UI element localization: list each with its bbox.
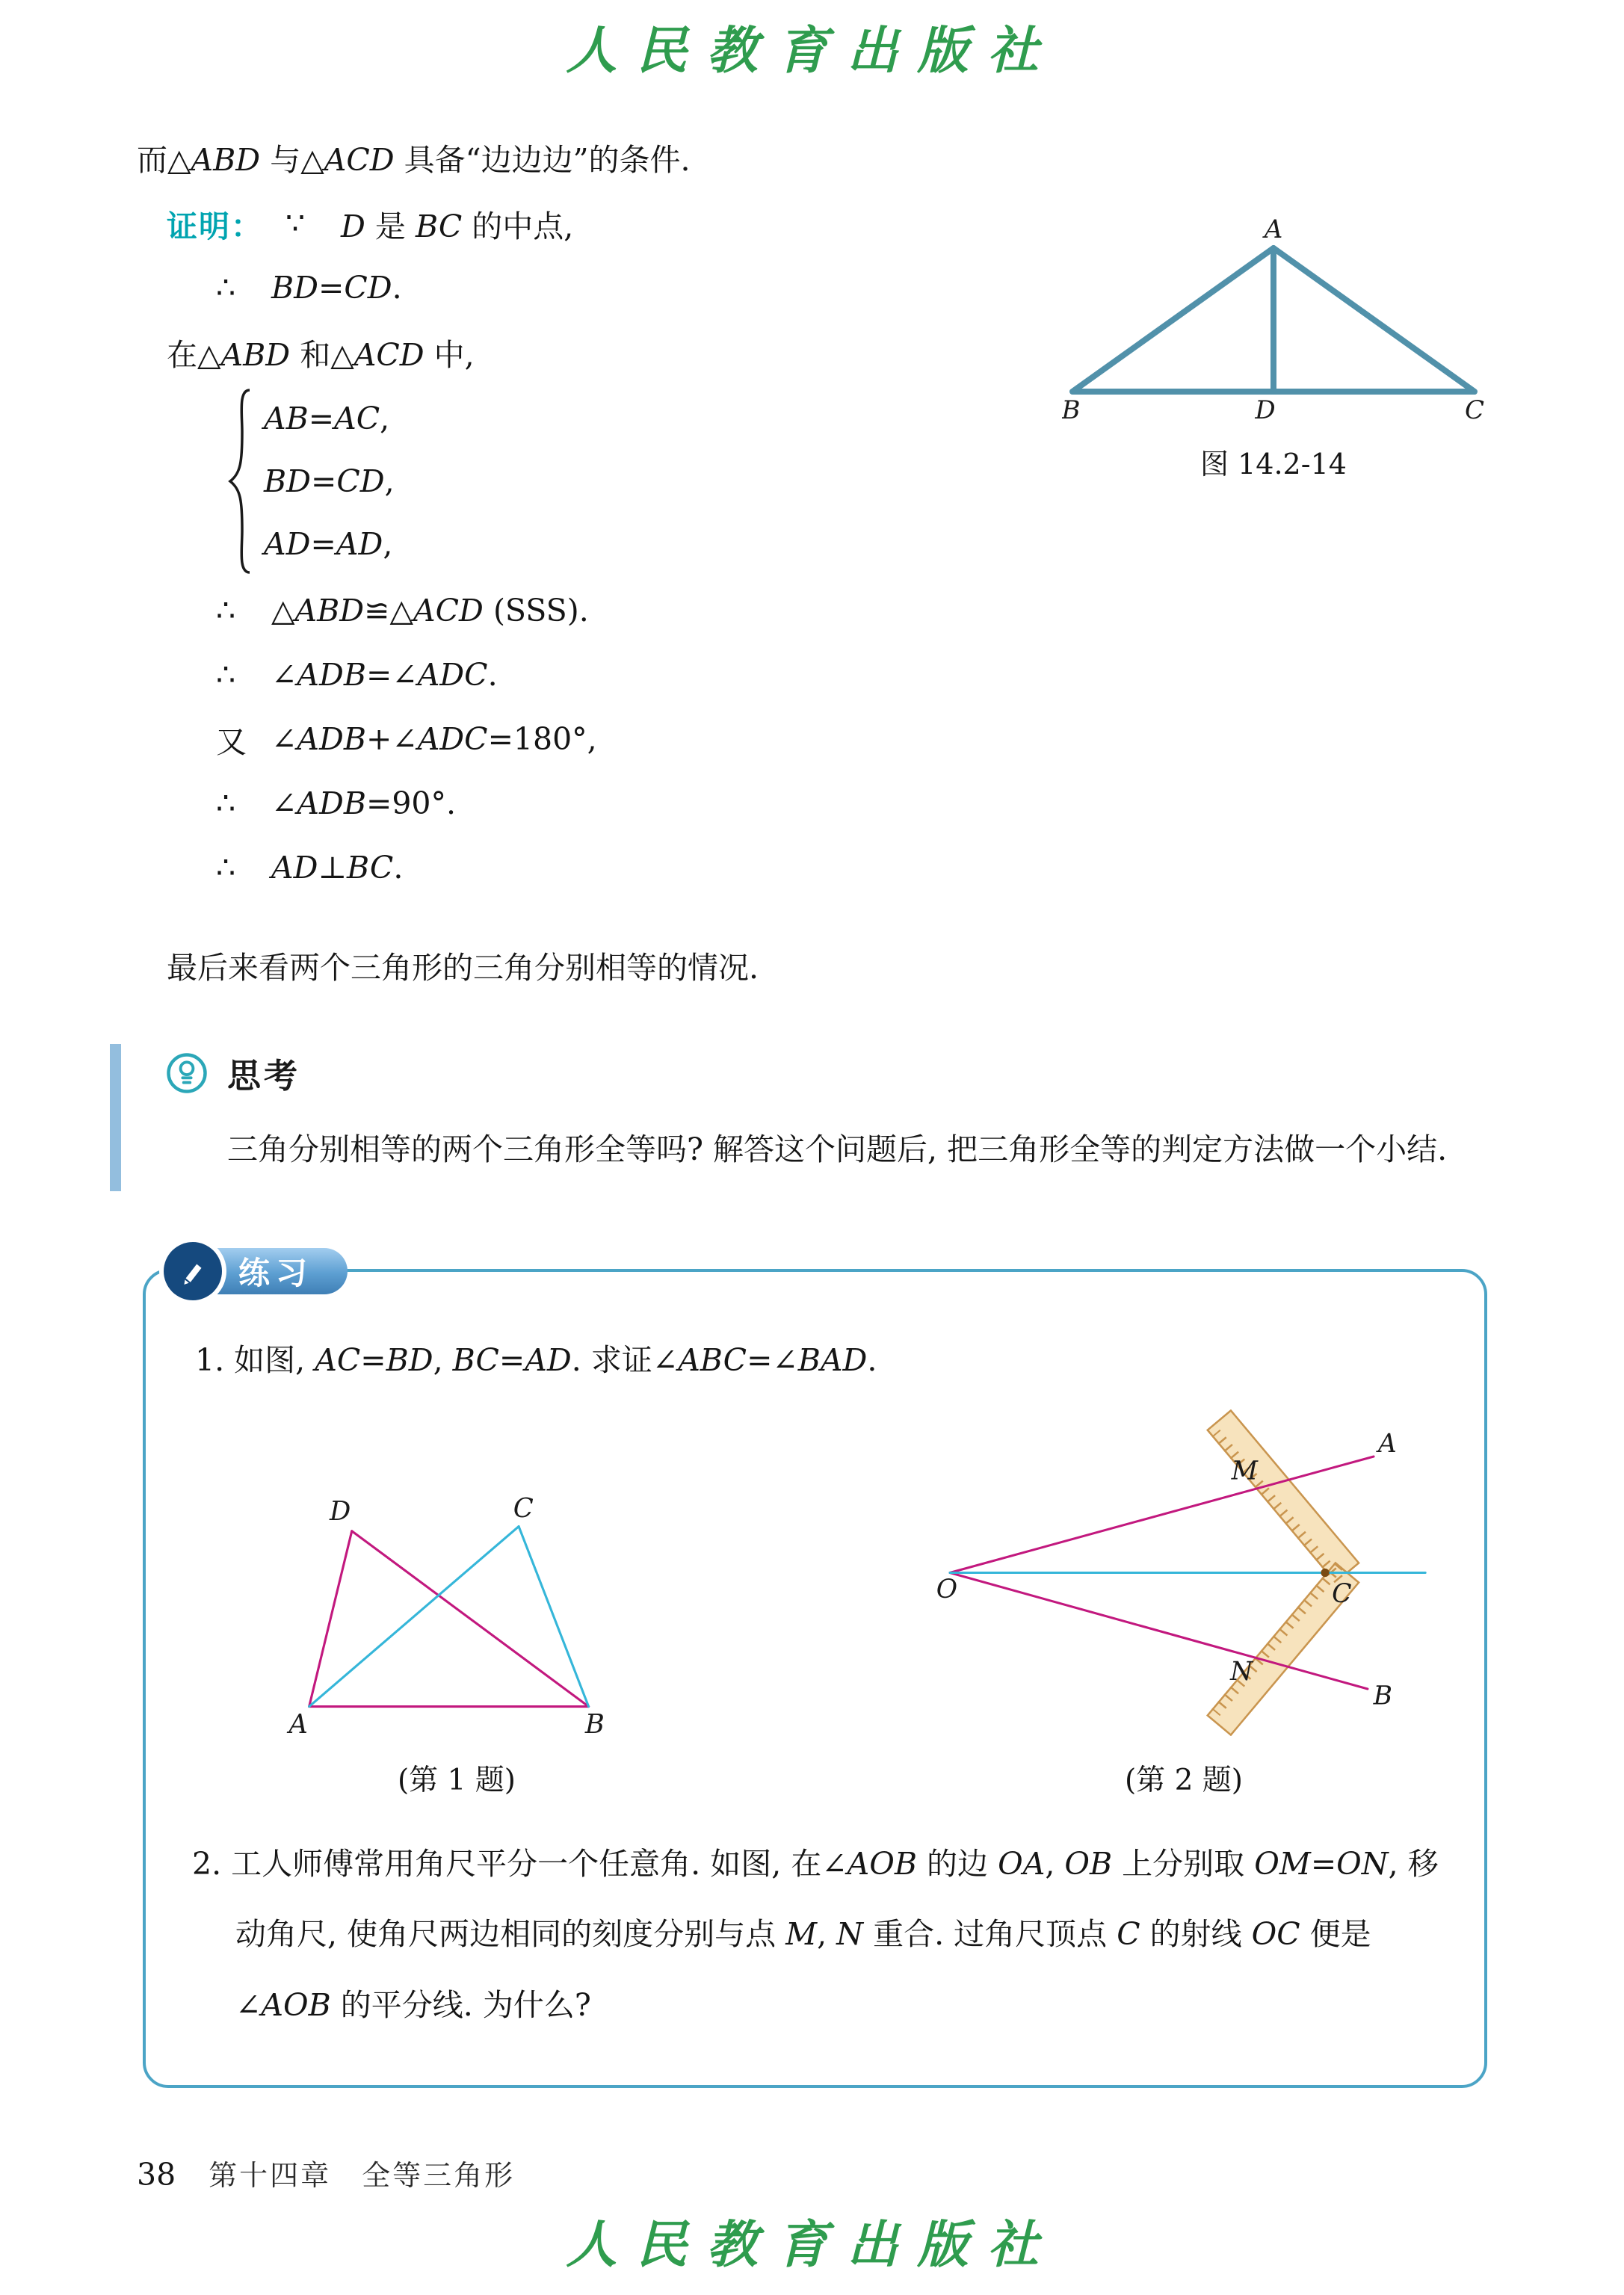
carpenter-square-figure [933, 1409, 1435, 1736]
fig1-label-d: D [330, 1496, 351, 1528]
exercise-figures-row [192, 1409, 1439, 1799]
figure-problem-1 [270, 1495, 643, 1799]
figure-1-caption: (第 1 题) [397, 1763, 516, 1797]
proof-text: BD=CD. [271, 270, 402, 306]
fig-label-b: B [1062, 395, 1081, 421]
intro-text: 而△ABD 与△ACD 具备“边边边”的条件. [137, 142, 691, 178]
fig2-label-n: N [1230, 1656, 1253, 1687]
page-number: 38 [137, 2157, 176, 2193]
proof-text: AD⊥BC. [271, 850, 404, 886]
exercise-question-2: 2. 工人师傅常用角尺平分一个任意角. 如图, 在∠AOB 的边 OA, OB 上分别取 OM=ON, 移动角尺, 使角尺两边相同的刻度分别与点 M, N 重合. 过角尺顶点 C 的射线 OC 便是∠AOB 的平分线. 为什么? [192, 1845, 1439, 2023]
figure-2-caption: (第 2 题) [1124, 1763, 1244, 1797]
exercise-tab [164, 1242, 348, 1300]
exercise-tab-label: 练习 [197, 1248, 348, 1294]
exercise-question-1: 1. 如图, AC=BD, BC=AD. 求证∠ABC=∠BAD. [195, 1342, 877, 1379]
exercise-box [143, 1255, 1487, 2088]
proof-line-7 [216, 771, 1487, 835]
proof-text: ∠ADB+∠ADC=180°, [271, 721, 597, 757]
proof-label: 证明： [167, 208, 263, 244]
think-box [110, 1044, 1487, 1191]
closing-text: 最后来看两个三角形的三角分别相等的情况. [167, 950, 759, 986]
equation-1: AB=AC, [264, 401, 390, 436]
chapter-footer: 第十四章 全等三角形 [209, 2159, 516, 2192]
fig-label-c: C [1464, 395, 1485, 421]
fig-label-a: A [1264, 218, 1283, 244]
fig-label-d: D [1255, 395, 1276, 421]
pencil-icon [164, 1242, 222, 1300]
fig2-label-c: C [1332, 1579, 1352, 1610]
ruler-ticks-upper [1216, 1433, 1339, 1579]
crossed-triangles-figure [270, 1495, 643, 1736]
fig1-label-a: A [288, 1708, 308, 1736]
figure-problem-2 [933, 1409, 1435, 1799]
figure-14-2-14 [1062, 218, 1485, 482]
therefore-symbol: ∴ [216, 850, 236, 886]
therefore-symbol: ∴ [216, 593, 236, 628]
equation-3: AD=AD, [264, 526, 393, 562]
fig2-label-m: M [1231, 1456, 1258, 1486]
also-symbol: 又 [216, 723, 247, 760]
therefore-symbol: ∴ [216, 270, 236, 306]
think-title: 思考 [227, 1056, 301, 1096]
page-footer [137, 2152, 515, 2193]
proof-line-5 [216, 643, 1487, 707]
fig1-label-b: B [584, 1708, 605, 1736]
proof-text: ∠ADB=∠ADC. [271, 657, 498, 693]
therefore-symbol: ∴ [216, 785, 236, 821]
think-header [166, 1048, 1487, 1097]
fig2-label-b: B [1373, 1681, 1392, 1711]
left-brace [226, 387, 255, 575]
segment-ad [309, 1531, 352, 1707]
because-symbol: ∵ [285, 206, 306, 241]
point-c-dot [1321, 1569, 1329, 1577]
proof-line-8 [216, 835, 1487, 900]
proof-text: 在△ABD 和△ACD 中, [167, 336, 475, 373]
proof-text: △ABD≌△ACD (SSS). [271, 593, 589, 628]
think-body: 三角分别相等的两个三角形全等吗? 解答这个问题后, 把三角形全等的判定方法做一个小结. [227, 1131, 1448, 1167]
publisher-logo-bottom: 人民教育出版社 [566, 2215, 1058, 2275]
publisher-logo-top: 人民教育出版社 [566, 21, 1058, 81]
proof-text: ∠ADB=90°. [271, 785, 457, 821]
proof-line-4 [216, 578, 1487, 643]
equation-2: BD=CD, [264, 463, 395, 499]
truss-triangle-figure [1062, 218, 1485, 421]
ruler-ticks-lower [1216, 1566, 1339, 1712]
therefore-symbol: ∴ [216, 657, 236, 693]
lightbulb-icon [166, 1052, 208, 1094]
equation-list [264, 387, 395, 575]
fig2-label-a: A [1377, 1428, 1397, 1459]
fig1-label-c: C [513, 1495, 534, 1525]
segment-ac [309, 1526, 519, 1706]
proof-text: D 是 BC 的中点, [341, 208, 574, 244]
fig2-label-o: O [936, 1574, 958, 1604]
segment-db [352, 1531, 589, 1707]
proof-line-6 [216, 707, 1487, 771]
figure-caption: 图 14.2-14 [1200, 448, 1347, 481]
